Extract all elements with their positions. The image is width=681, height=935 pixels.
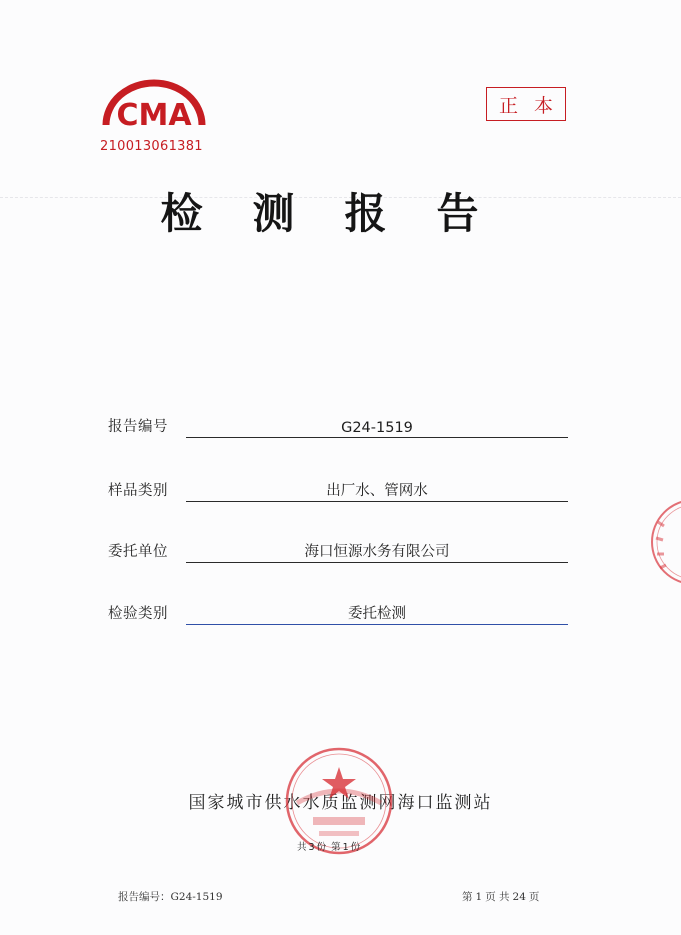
footer-report-number: 报告编号：G24-1519 (118, 891, 223, 903)
field-label: 样品类别 (108, 483, 168, 499)
field-inspection-type (108, 601, 568, 625)
field-value: 海口恒源水务有限公司 (304, 544, 450, 560)
field-value: 出厂水、管网水 (326, 483, 428, 499)
field-sample-category (108, 478, 568, 502)
underline (186, 624, 568, 625)
original-copy-stamp-text: 正本 (498, 94, 569, 117)
field-label: 报告编号 (108, 419, 168, 435)
field-value: 委托检测 (348, 606, 406, 622)
copies-current: 1 (342, 842, 349, 853)
copies-current-suffix: 份 (350, 842, 361, 853)
svg-text:CMA: CMA (116, 98, 192, 133)
field-label: 委托单位 (108, 544, 168, 560)
page-total: 24 (512, 891, 526, 903)
copy-count (297, 839, 362, 853)
field-value: G24-1519 (341, 420, 413, 436)
original-copy-stamp (486, 87, 569, 121)
underline (186, 562, 568, 563)
organization-name: 国家城市供水水质监测网海口监测站 (188, 793, 493, 813)
page-suffix: 页 (528, 891, 540, 903)
page-mid: 页 共 (485, 891, 510, 903)
edge-seal-icon (646, 492, 681, 592)
field-report-number (108, 414, 568, 438)
field-client-unit (108, 539, 568, 563)
report-title: 检测报告 (160, 189, 529, 238)
copies-total-suffix: 份 (316, 842, 327, 853)
underline (186, 501, 568, 502)
copies-total-prefix: 共 (297, 842, 307, 853)
copies-total: 3 (308, 842, 315, 853)
field-label: 检验类别 (108, 606, 168, 622)
cma-logo-icon (100, 75, 208, 135)
page-current: 1 (475, 891, 483, 903)
copies-current-prefix: 第 (331, 842, 341, 853)
underline (186, 437, 568, 438)
footer-page-number (462, 889, 542, 904)
cma-certificate-number: 210013061381 (100, 139, 203, 154)
page-prefix: 第 (462, 891, 473, 903)
